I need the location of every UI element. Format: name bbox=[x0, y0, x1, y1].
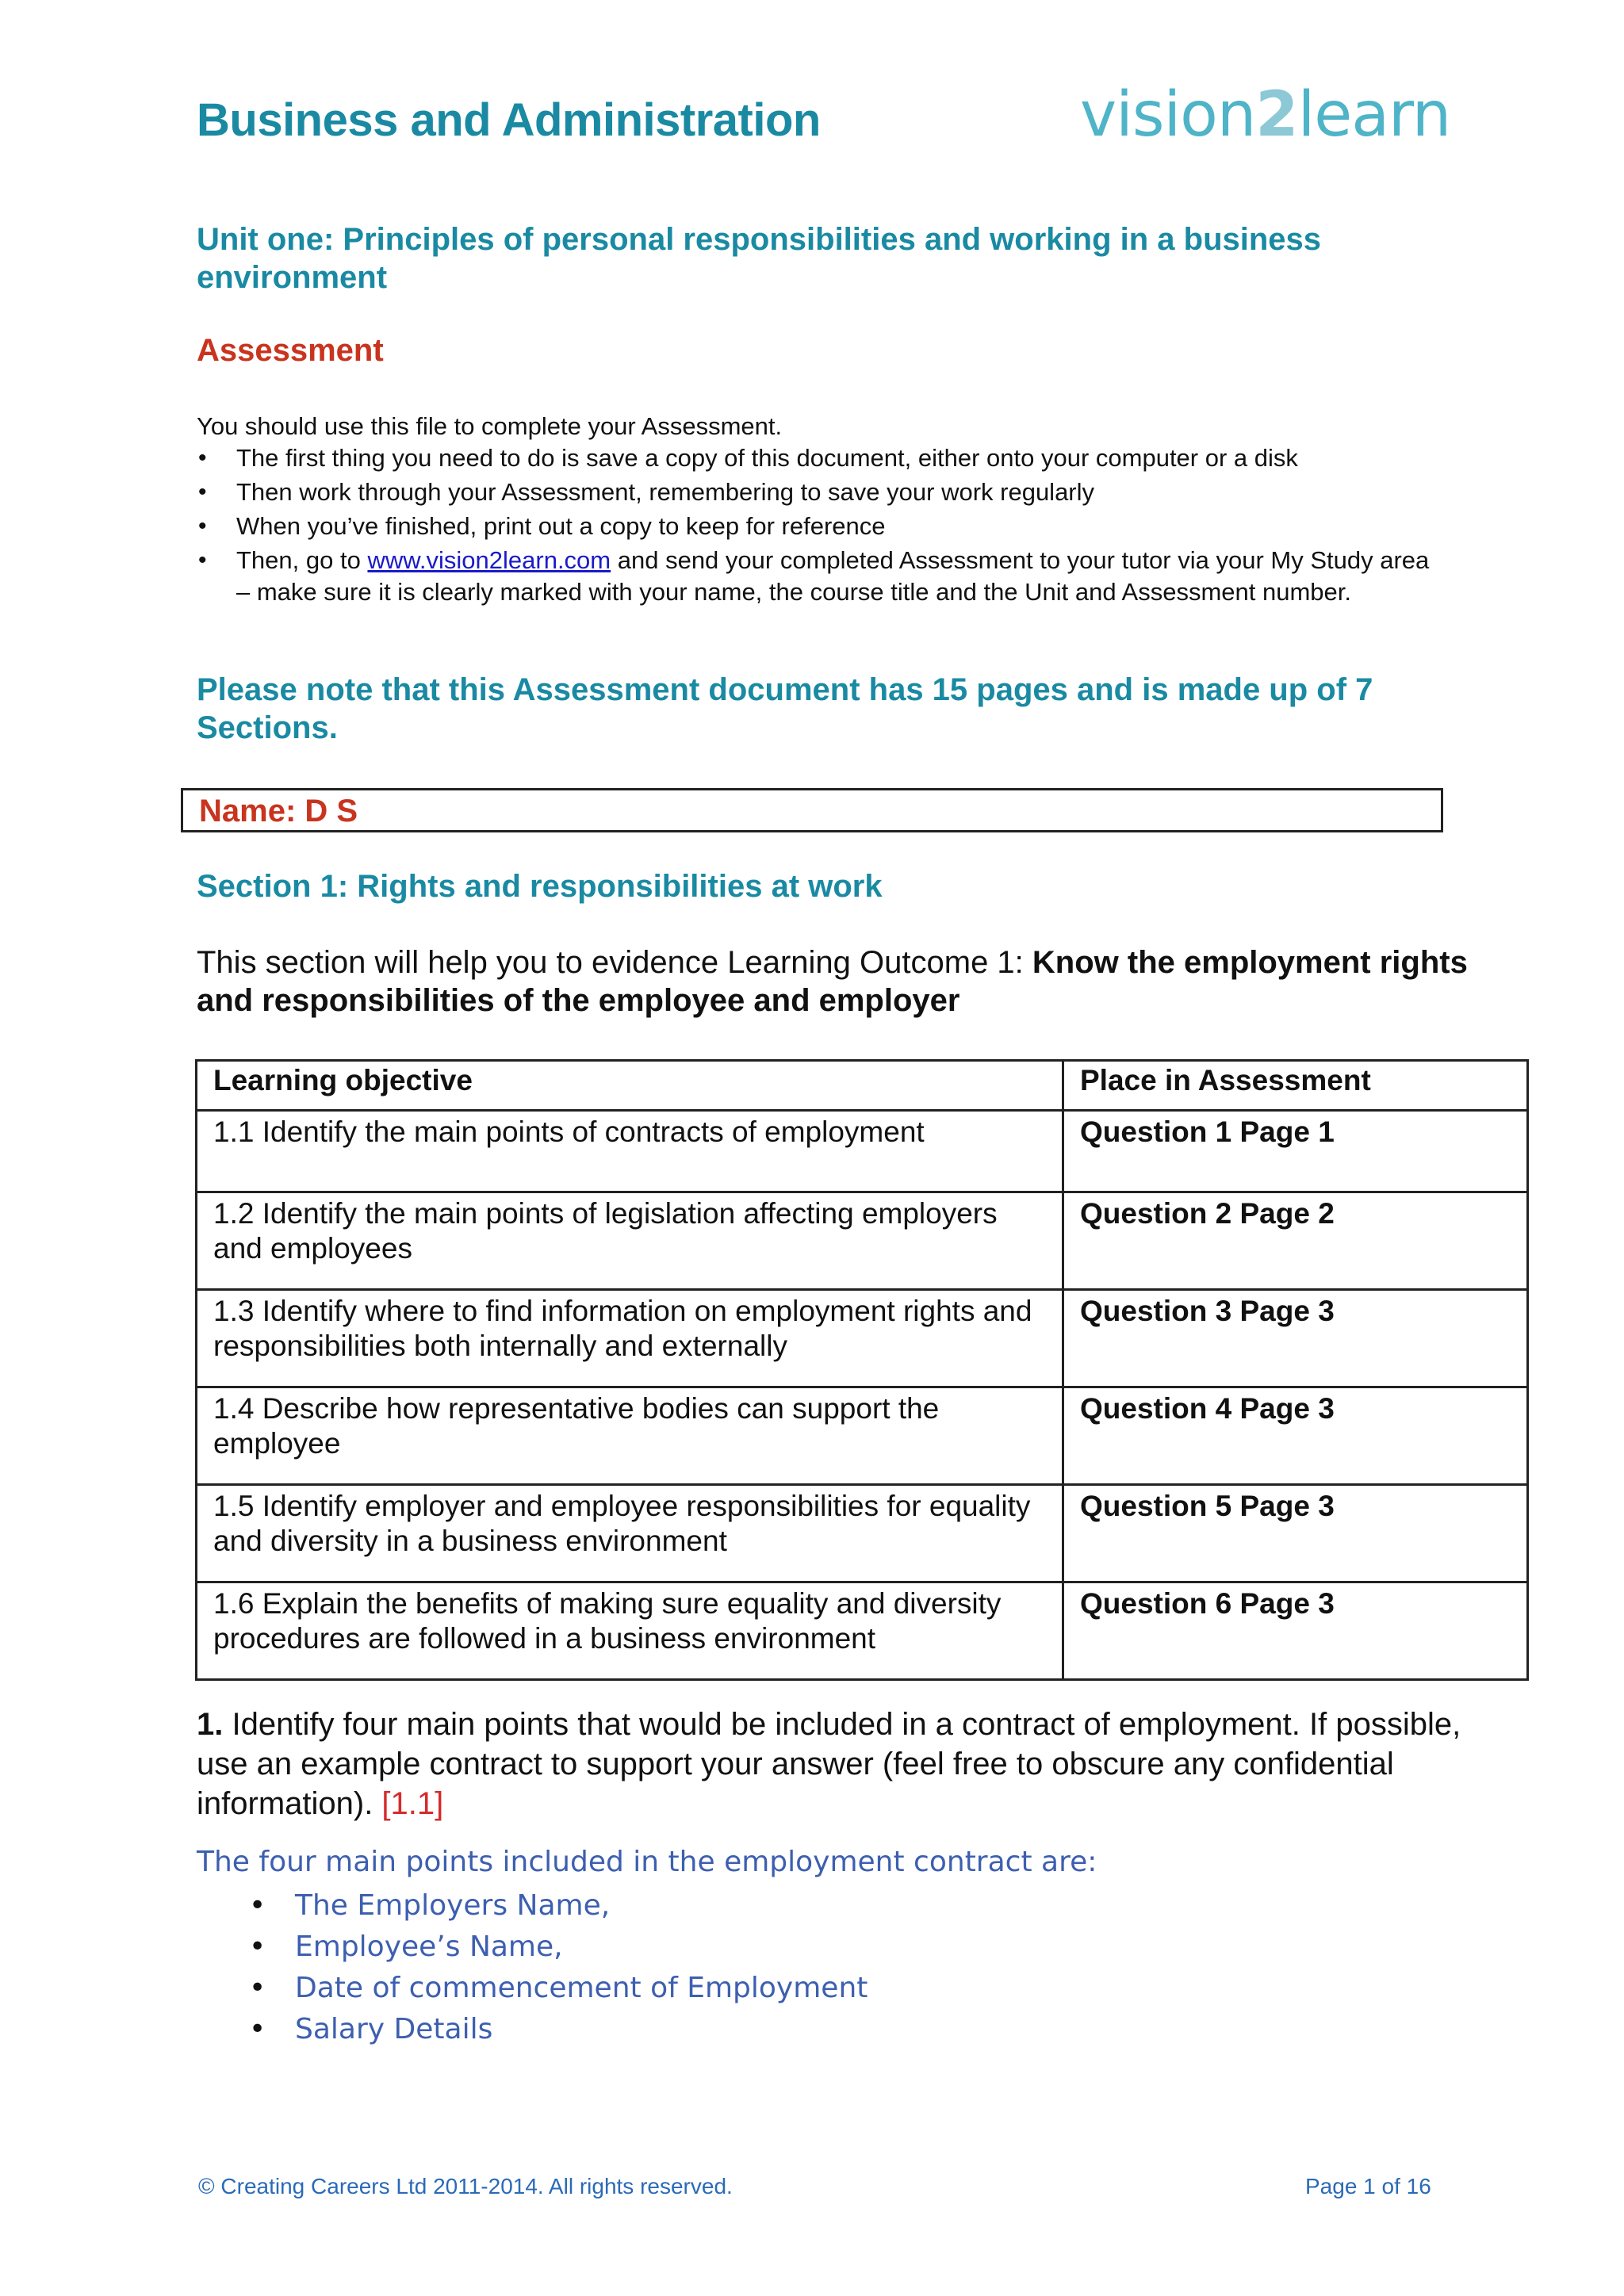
instruction-text: Then work through your Assessment, remembering to save your work regularly bbox=[236, 478, 1095, 506]
bullet-icon: • bbox=[249, 1889, 266, 1922]
answer-text: Employee’s Name, bbox=[295, 1931, 563, 1963]
bullet-icon: • bbox=[249, 1931, 266, 1963]
question-text: Identify four main points that would be included in a contract of employment. If possible, use an example contract to support your answer (feel free to obscure any confidential information). bbox=[197, 1707, 1461, 1821]
objective-cell: 1.2 Identify the main points of legislation affecting employers and employees bbox=[197, 1192, 1063, 1290]
instruction-item bbox=[197, 511, 1434, 542]
section-intro-text: This section will help you to evidence Learning Outcome 1: bbox=[197, 945, 1032, 980]
place-cell: Question 5 Page 3 bbox=[1063, 1485, 1528, 1582]
section-intro bbox=[197, 943, 1481, 1020]
table-row bbox=[197, 1111, 1528, 1192]
column-header: Learning objective bbox=[197, 1061, 1063, 1111]
answer-item bbox=[197, 1885, 868, 1927]
answer-text: Salary Details bbox=[295, 2013, 493, 2045]
logo-prefix: vision bbox=[1080, 79, 1256, 151]
place-cell: Question 3 Page 3 bbox=[1063, 1290, 1528, 1387]
instruction-item bbox=[197, 476, 1434, 508]
instruction-text: When you’ve finished, print out a copy to keep for reference bbox=[236, 512, 886, 540]
objective-cell: 1.4 Describe how representative bodies can support the employee bbox=[197, 1387, 1063, 1485]
answer-item bbox=[197, 1968, 868, 2009]
place-cell: Question 4 Page 3 bbox=[1063, 1387, 1528, 1485]
assessment-heading: Assessment bbox=[197, 333, 384, 368]
document-title: Business and Administration bbox=[197, 94, 821, 146]
table-row bbox=[197, 1290, 1528, 1387]
question-number: 1. bbox=[197, 1707, 224, 1742]
footer-copyright: © Creating Careers Ltd 2011-2014. All rights reserved. bbox=[198, 2174, 733, 2198]
bullet-icon: • bbox=[198, 513, 207, 539]
bullet-icon: • bbox=[198, 479, 207, 505]
place-cell: Question 1 Page 1 bbox=[1063, 1111, 1528, 1192]
learning-objectives-table bbox=[195, 1059, 1529, 1681]
bullet-icon: • bbox=[198, 445, 207, 471]
objective-cell: 1.5 Identify employer and employee responsibilities for equality and diversity in a business environment bbox=[197, 1485, 1063, 1582]
page-count-note: Please note that this Assessment document has 15 pages and is made up of 7 Sections. bbox=[197, 672, 1373, 745]
bullet-icon: • bbox=[249, 1972, 266, 2004]
question-reference: [1.1] bbox=[381, 1786, 444, 1821]
section-heading: Section 1: Rights and responsibilities at work bbox=[197, 869, 883, 904]
table-row bbox=[197, 1582, 1528, 1680]
objective-cell: 1.3 Identify where to find information on employment rights and responsibilities both internally and externally bbox=[197, 1290, 1063, 1387]
answer-item bbox=[197, 1927, 868, 1968]
answer-text: The Employers Name, bbox=[295, 1889, 611, 1922]
column-header: Place in Assessment bbox=[1063, 1061, 1528, 1111]
place-cell: Question 6 Page 3 bbox=[1063, 1582, 1528, 1680]
question-1 bbox=[197, 1705, 1481, 1823]
instruction-item bbox=[197, 545, 1434, 608]
bullet-icon: • bbox=[249, 2013, 266, 2045]
instruction-item bbox=[197, 442, 1434, 474]
logo-two: 2 bbox=[1255, 79, 1298, 151]
answer-list[interactable] bbox=[197, 1885, 868, 2050]
objective-cell: 1.1 Identify the main points of contracts of employment bbox=[197, 1111, 1063, 1192]
bullet-icon: • bbox=[198, 547, 207, 573]
instruction-text: Then, go to bbox=[236, 546, 368, 574]
table-row bbox=[197, 1387, 1528, 1485]
learning-outcome: Know the employment rights and responsibilities of the employee and employer bbox=[197, 945, 1468, 1018]
answer-item bbox=[197, 2009, 868, 2050]
intro-text: You should use this file to complete your Assessment. bbox=[197, 412, 783, 440]
vision2learn-link[interactable]: www.vision2learn.com bbox=[367, 546, 611, 574]
vision2learn-logo bbox=[1080, 79, 1450, 151]
place-cell: Question 2 Page 2 bbox=[1063, 1192, 1528, 1290]
logo-suffix: learn bbox=[1297, 79, 1451, 151]
answer-text: Date of commencement of Employment bbox=[295, 1972, 868, 2004]
table-row bbox=[197, 1485, 1528, 1582]
table-header-row bbox=[197, 1061, 1528, 1111]
answer-intro[interactable]: The four main points included in the employment contract are: bbox=[197, 1846, 1097, 1878]
name-field[interactable] bbox=[181, 788, 1443, 832]
instruction-text: and send your completed Assessment to your tutor via your My Study area – make sure it is clearly marked with your name, the course title and the Unit and Assessment number. bbox=[236, 546, 1430, 606]
table-row bbox=[197, 1192, 1528, 1290]
name-value: Name: D S bbox=[199, 794, 358, 828]
instruction-text: The first thing you need to do is save a copy of this document, either onto your computer or a disk bbox=[236, 444, 1298, 472]
objective-cell: 1.6 Explain the benefits of making sure equality and diversity procedures are followed in a business environment bbox=[197, 1582, 1063, 1680]
footer-page-number: Page 1 of 16 bbox=[1305, 2174, 1431, 2198]
unit-heading: Unit one: Principles of personal responsibilities and working in a business environment bbox=[197, 222, 1322, 295]
instruction-list bbox=[197, 442, 1434, 610]
